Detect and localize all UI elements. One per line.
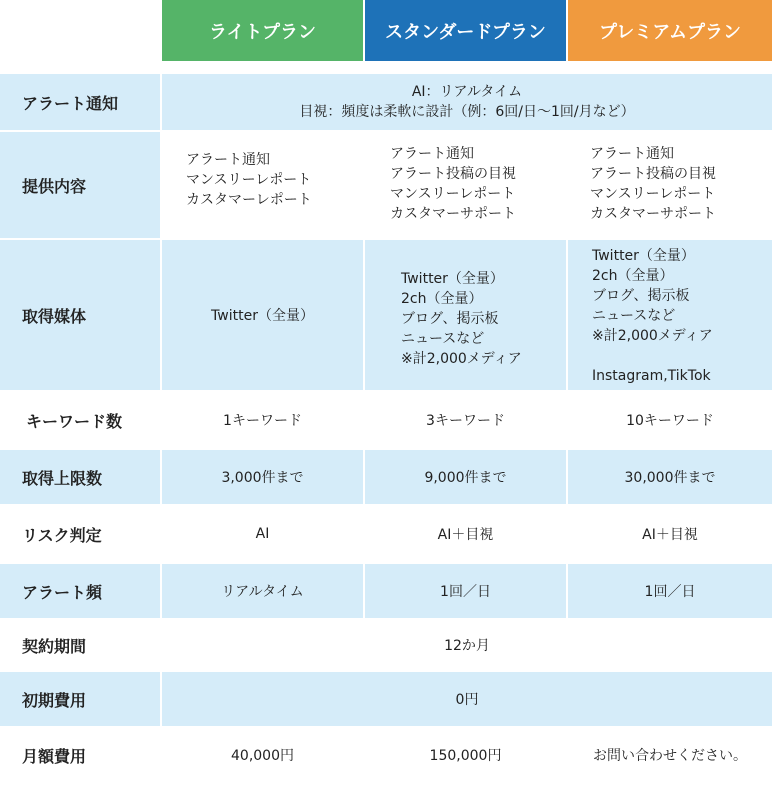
keywords-standard <box>365 392 566 448</box>
row-label-keywords <box>0 392 160 448</box>
row-label-keywords-text: キーワード数 <box>26 411 123 431</box>
limit-premium <box>568 450 772 504</box>
freq-lite-text: リアルタイム <box>221 584 304 600</box>
keywords-premium-text: 10キーワード <box>626 413 714 429</box>
media-premium-item: ブログ、掲示板 <box>592 288 690 304</box>
monthly-standard <box>365 728 566 782</box>
media-premium-item: Twitter（全量） <box>592 248 695 264</box>
keywords-lite-text: 1キーワード <box>223 413 302 429</box>
media-premium-item: ※計2,000メディア <box>592 328 713 344</box>
row-label-initial <box>0 672 160 726</box>
contents-premium-item: アラート通知 <box>590 146 674 162</box>
limit-premium-text: 30,000件まで <box>624 470 716 486</box>
row-label-freq <box>0 564 160 618</box>
row-label-contents-text: 提供内容 <box>22 176 87 196</box>
media-premium <box>568 240 772 390</box>
contents-premium <box>590 132 770 238</box>
contents-premium-item: アラート投稿の目視 <box>590 166 716 182</box>
monthly-standard-text: 150,000円 <box>429 748 502 764</box>
limit-lite-text: 3,000件まで <box>221 470 304 486</box>
contents-standard-item: マンスリーレポート <box>390 186 516 202</box>
plan-header-standard-label: スタンダードプラン <box>385 21 546 43</box>
row-label-term-text: 契約期間 <box>22 636 87 656</box>
contents-standard-item: アラート投稿の目視 <box>390 166 516 182</box>
row-label-media <box>0 240 160 390</box>
contents-premium-item: マンスリーレポート <box>590 186 716 202</box>
alert-ai-text: AI：リアルタイム <box>411 84 523 100</box>
initial-merged-cell <box>162 672 772 726</box>
media-premium-item: Instagram,TikTok <box>592 368 711 384</box>
monthly-lite-text: 40,000円 <box>231 748 294 764</box>
limit-standard <box>365 450 566 504</box>
row-label-limit <box>0 450 160 504</box>
row-label-risk-text: リスク判定 <box>22 525 102 545</box>
media-standard-item: ※計2,000メディア <box>401 351 522 367</box>
alert-visual-text: 目視：頻度は柔軟に設計（例：6回/日〜1回/月など） <box>299 104 635 120</box>
risk-premium <box>568 506 772 562</box>
keywords-premium <box>568 392 772 448</box>
contents-premium-item: カスタマーサポート <box>590 206 716 222</box>
initial-value: 0円 <box>455 692 479 708</box>
monthly-premium-text: お問い合わせください。 <box>593 748 747 764</box>
monthly-premium <box>568 728 772 782</box>
row-label-term <box>0 620 160 670</box>
contents-lite <box>186 132 356 238</box>
plan-header-standard <box>365 0 566 61</box>
row-label-limit-text: 取得上限数 <box>22 468 103 488</box>
media-standard-item: 2ch（全量） <box>401 291 483 307</box>
contents-standard-item: カスタマーサポート <box>390 206 516 222</box>
risk-premium-text: AI＋目視 <box>642 527 698 543</box>
plan-header-premium-label: プレミアムプラン <box>598 21 742 43</box>
term-value: 12か月 <box>444 638 490 654</box>
row-label-media-text: 取得媒体 <box>22 306 87 326</box>
row-label-freq-text: アラート頻 <box>22 582 103 602</box>
row-label-alert-text: アラート通知 <box>22 93 119 113</box>
risk-lite-text: AI <box>255 526 270 542</box>
media-standard-item: ニュースなど <box>401 331 485 347</box>
keywords-standard-text: 3キーワード <box>426 413 505 429</box>
media-premium-item: 2ch（全量） <box>592 268 674 284</box>
risk-lite <box>162 506 363 562</box>
freq-lite <box>162 564 363 618</box>
row-label-initial-text: 初期費用 <box>22 690 87 710</box>
keywords-lite <box>162 392 363 448</box>
monthly-lite <box>162 728 363 782</box>
media-premium-item: ニュースなど <box>592 308 676 324</box>
row-label-risk <box>0 506 160 562</box>
limit-standard-text: 9,000件まで <box>424 470 507 486</box>
media-standard-item: Twitter（全量） <box>401 271 504 287</box>
plan-header-premium <box>568 0 772 61</box>
media-lite-text: Twitter（全量） <box>211 308 314 324</box>
row-label-monthly-text: 月額費用 <box>22 746 87 766</box>
row-label-contents <box>0 132 160 238</box>
row-label-alert <box>0 74 160 130</box>
limit-lite <box>162 450 363 504</box>
risk-standard-text: AI＋目視 <box>437 527 494 543</box>
media-lite <box>162 240 363 390</box>
freq-standard-text: 1回／日 <box>440 584 491 600</box>
media-standard <box>365 240 566 390</box>
contents-lite-item: カスタマーレポート <box>186 192 312 208</box>
alert-merged-cell <box>162 74 772 130</box>
contents-standard <box>390 132 565 238</box>
freq-standard <box>365 564 566 618</box>
contents-lite-item: マンスリーレポート <box>186 172 312 188</box>
freq-premium <box>568 564 772 618</box>
plan-header-lite <box>162 0 363 61</box>
freq-premium-text: 1回／日 <box>644 584 696 600</box>
contents-lite-item: アラート通知 <box>186 152 270 168</box>
term-merged-cell <box>162 620 772 670</box>
row-label-monthly <box>0 728 160 782</box>
contents-standard-item: アラート通知 <box>390 146 474 162</box>
media-standard-item: ブログ、掲示板 <box>401 311 499 327</box>
risk-standard <box>365 506 566 562</box>
plan-header-lite-label: ライトプラン <box>209 21 316 43</box>
